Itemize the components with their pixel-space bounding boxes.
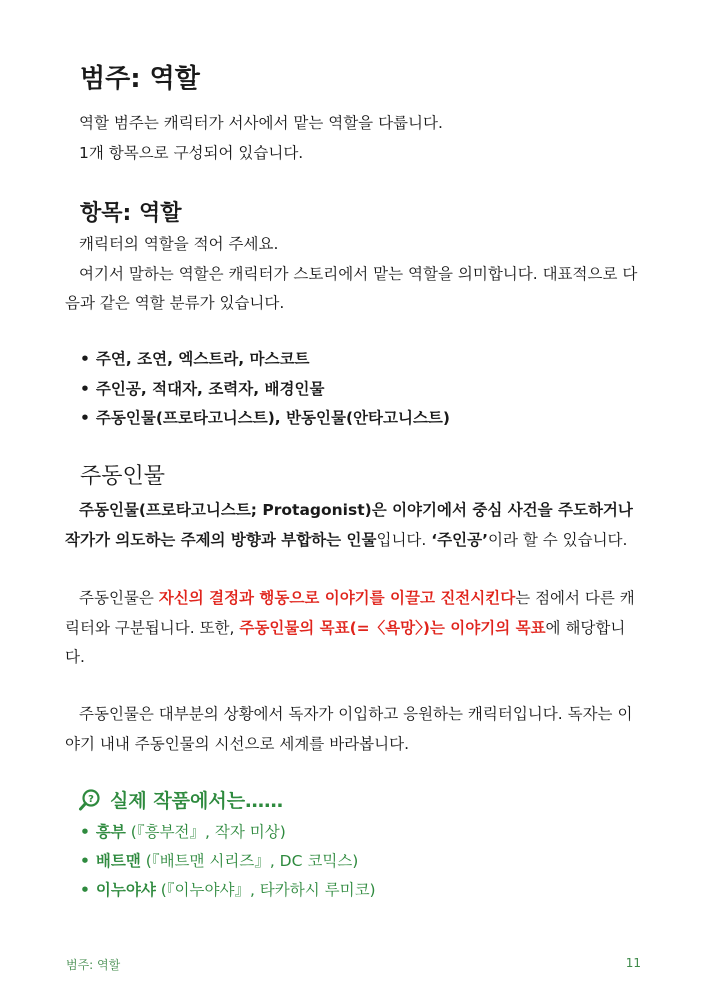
paragraph-text: 는 점에서 다른 캐릭터와 구분됩니다. 또한,: [65, 589, 635, 637]
paragraph-text: 에 해당합니다.: [65, 618, 626, 666]
list-item: [80, 818, 376, 847]
highlight-text: 자신의 결정과 행동으로 이야기를 이끌고 진전시킨다: [158, 589, 516, 607]
page-number: 11: [625, 956, 641, 970]
svg-text:?: ?: [88, 793, 94, 805]
protagonist-paragraph-1: [65, 496, 641, 555]
protagonist-quote: ‘주인공’: [431, 530, 488, 549]
category-intro: [65, 109, 641, 168]
category-title: 범주: 역할: [80, 64, 200, 94]
item-title: 항목: 역할: [80, 201, 182, 226]
example-detail: (『배트맨 시리즈』, DC 코믹스): [140, 852, 359, 870]
highlight-text: 주동인물의 목표(=〈욕망〉)는 이야기의 목표: [239, 618, 546, 637]
item-line-2: 여기서 말하는 역할은 캐릭터가 스토리에서 맡는 역할을 의미합니다. 대표적으로 다음과 같은 역할 분류가 있습니다.: [65, 264, 638, 312]
item-line-1: 캐릭터의 역할을 적어 주세요.: [79, 235, 279, 253]
example-detail: (『이누야샤』, 타카하시 루미코): [155, 881, 376, 899]
list-item: [80, 876, 376, 905]
list-item: [80, 847, 376, 876]
paragraph-text: 입니다.: [376, 530, 432, 549]
protagonist-title: 주동인물: [80, 464, 166, 489]
intro-line-1: 역할 범주는 캐릭터가 서사에서 맡는 역할을 다룹니다.: [79, 114, 443, 132]
magnifier-question-icon: [78, 788, 102, 812]
footer-section-label: 범주: 역할: [66, 958, 121, 972]
protagonist-paragraph-3: 주동인물은 대부분의 상황에서 독자가 이입하고 응원하는 캐릭터입니다. 독자는 이야기 내내 주동인물의 시선으로 세계를 바라봅니다.: [65, 705, 633, 753]
list-item: • 주동인물(프로타고니스트), 반동인물(안타고니스트): [80, 404, 450, 434]
examples-heading-label: 실제 작품에서는……: [110, 790, 284, 812]
paragraph-text: 이라 할 수 있습니다.: [487, 530, 628, 549]
example-detail: (『흥부전』, 작자 미상): [125, 823, 286, 841]
list-item: • 주연, 조연, 엑스트라, 마스코트: [80, 345, 450, 375]
examples-list: [80, 818, 376, 905]
examples-heading: [78, 786, 283, 813]
protagonist-definition: 주동인물(프로타고니스트; Protagonist)은 이야기에서 중심 사건을 주도하거나 작가가 의도하는 주제의 방향과 부합하는 인물: [65, 501, 633, 549]
example-name: 배트맨: [95, 852, 141, 870]
item-description: [65, 230, 641, 319]
protagonist-paragraph-2: [65, 584, 641, 673]
example-name: 흥부: [95, 823, 126, 841]
intro-line-2: 1개 항목으로 구성되어 있습니다.: [79, 143, 304, 162]
role-bullet-list: [80, 345, 450, 434]
list-item: • 주인공, 적대자, 조력자, 배경인물: [80, 375, 450, 405]
paragraph-text: 주동인물은: [79, 589, 159, 607]
example-name: 이누야샤: [95, 881, 156, 899]
